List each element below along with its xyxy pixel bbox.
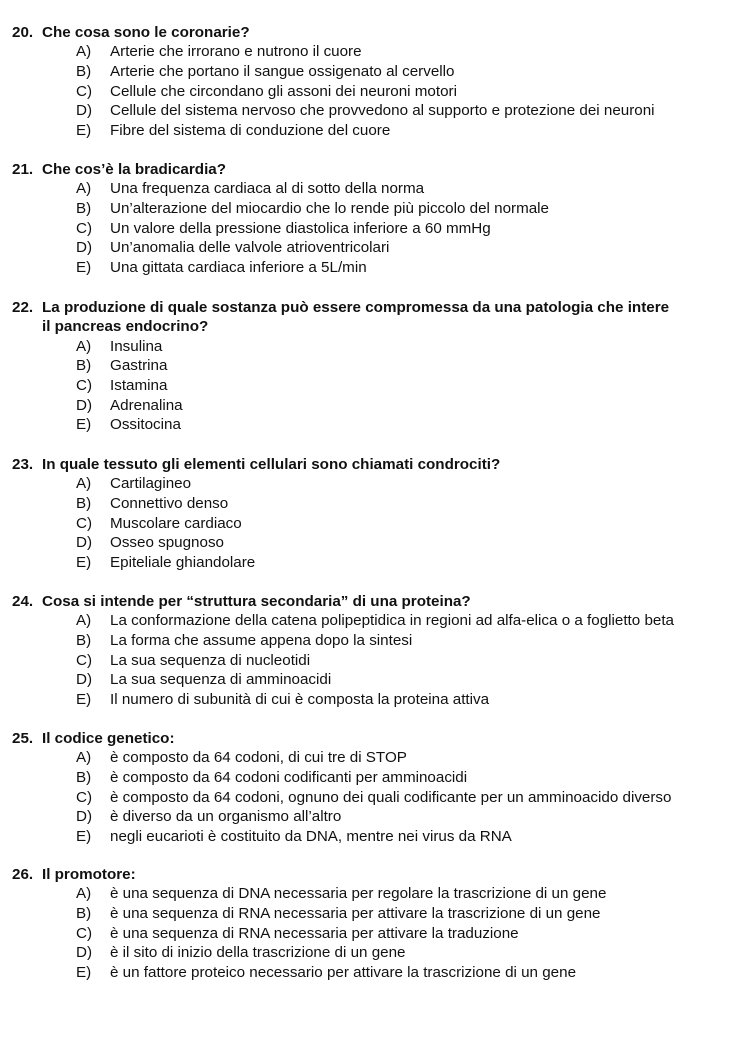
option-b bbox=[12, 631, 748, 651]
option-text: Gastrina bbox=[110, 357, 168, 375]
option-letter: C) bbox=[76, 514, 93, 532]
option-letter: B) bbox=[76, 357, 92, 375]
question-text: Il codice genetico: bbox=[42, 730, 175, 747]
option-e bbox=[12, 690, 748, 710]
question-text: Che cos’è la bradicardia? bbox=[42, 161, 227, 178]
option-b bbox=[12, 768, 748, 788]
question-text: Il promotore: bbox=[42, 866, 136, 883]
question-number: 23. bbox=[12, 456, 34, 473]
option-a bbox=[12, 474, 748, 494]
option-letter: E) bbox=[76, 416, 92, 434]
option-text: Arterie che irrorano e nutrono il cuore bbox=[110, 43, 362, 61]
question-text: In quale tessuto gli elementi cellulari sono chiamati condrociti? bbox=[42, 456, 501, 473]
option-letter: D) bbox=[76, 396, 93, 414]
question-26 bbox=[12, 865, 748, 982]
question-21 bbox=[12, 160, 748, 277]
question-heading bbox=[12, 455, 748, 474]
option-letter: D) bbox=[76, 944, 93, 962]
option-c bbox=[12, 82, 748, 102]
option-e bbox=[12, 415, 748, 435]
option-text: è composto da 64 codoni codificanti per amminoacidi bbox=[110, 769, 468, 786]
option-text: La forma che assume appena dopo la sintesi bbox=[110, 632, 413, 649]
option-text: Ossitocina bbox=[110, 416, 181, 434]
option-text: è una sequenza di RNA necessaria per attivare la trascrizione di un gene bbox=[110, 905, 601, 922]
option-letter: E) bbox=[76, 963, 92, 981]
option-b bbox=[12, 199, 748, 219]
question-23 bbox=[12, 455, 748, 572]
option-text: Connettivo denso bbox=[110, 495, 229, 512]
option-d bbox=[12, 533, 748, 553]
option-a bbox=[12, 611, 748, 631]
option-c bbox=[12, 514, 748, 534]
option-b bbox=[12, 62, 748, 82]
option-letter: D) bbox=[76, 239, 93, 257]
question-number: 21. bbox=[12, 161, 34, 178]
option-text: è il sito di inizio della trascrizione di un gene bbox=[110, 944, 406, 962]
question-number: 25. bbox=[12, 730, 34, 747]
option-c bbox=[12, 924, 748, 944]
option-c bbox=[12, 376, 748, 396]
option-text: è una sequenza di DNA necessaria per regolare la trascrizione di un gene bbox=[110, 885, 607, 903]
option-d bbox=[12, 396, 748, 416]
option-text: La sua sequenza di amminoacidi bbox=[110, 671, 332, 689]
option-letter: A) bbox=[76, 337, 92, 355]
option-letter: A) bbox=[76, 180, 92, 198]
option-list bbox=[12, 748, 748, 846]
question-heading bbox=[12, 592, 748, 611]
option-letter: B) bbox=[76, 200, 92, 217]
option-e bbox=[12, 963, 748, 983]
option-letter: C) bbox=[76, 788, 93, 806]
option-text: Insulina bbox=[110, 337, 163, 355]
question-number: 26. bbox=[12, 866, 34, 883]
option-e bbox=[12, 553, 748, 573]
option-letter: E) bbox=[76, 121, 92, 139]
option-letter: C) bbox=[76, 219, 93, 237]
option-letter: A) bbox=[76, 612, 92, 630]
option-text: Arterie che portano il sangue ossigenato al cervello bbox=[110, 63, 455, 80]
option-list bbox=[12, 179, 748, 277]
option-text: Un’anomalia delle valvole atrioventricolari bbox=[110, 239, 390, 257]
option-a bbox=[12, 42, 748, 62]
option-text: Muscolare cardiaco bbox=[110, 514, 242, 532]
option-text: Una frequenza cardiaca al di sotto della norma bbox=[110, 180, 425, 198]
question-heading bbox=[12, 729, 748, 748]
option-c bbox=[12, 219, 748, 239]
option-d bbox=[12, 238, 748, 258]
option-a bbox=[12, 884, 748, 904]
option-letter: B) bbox=[76, 495, 92, 512]
question-heading bbox=[12, 298, 748, 337]
option-list bbox=[12, 474, 748, 572]
option-text: Adrenalina bbox=[110, 396, 183, 414]
option-d bbox=[12, 807, 748, 827]
option-letter: C) bbox=[76, 924, 93, 942]
option-c bbox=[12, 651, 748, 671]
option-letter: B) bbox=[76, 632, 92, 649]
option-a bbox=[12, 337, 748, 357]
question-24 bbox=[12, 592, 748, 709]
option-e bbox=[12, 258, 748, 278]
option-letter: E) bbox=[76, 690, 92, 708]
option-letter: D) bbox=[76, 808, 93, 826]
option-list bbox=[12, 337, 748, 435]
question-number: 20. bbox=[12, 24, 34, 41]
option-e bbox=[12, 827, 748, 847]
option-letter: A) bbox=[76, 885, 92, 903]
option-letter: A) bbox=[76, 43, 92, 61]
option-text: Osseo spugnoso bbox=[110, 534, 224, 552]
option-letter: E) bbox=[76, 553, 92, 571]
option-letter: A) bbox=[76, 475, 92, 493]
option-c bbox=[12, 788, 748, 808]
question-heading bbox=[12, 865, 748, 884]
option-text: Un valore della pressione diastolica inferiore a 60 mmHg bbox=[110, 219, 491, 237]
option-letter: E) bbox=[76, 258, 92, 276]
option-letter: C) bbox=[76, 82, 93, 100]
option-letter: C) bbox=[76, 377, 93, 394]
question-20 bbox=[12, 23, 748, 140]
option-letter: C) bbox=[76, 651, 93, 669]
question-heading bbox=[12, 23, 748, 42]
option-b bbox=[12, 904, 748, 924]
option-letter: B) bbox=[76, 769, 92, 786]
option-letter: B) bbox=[76, 905, 92, 922]
option-text: è una sequenza di RNA necessaria per attivare la traduzione bbox=[110, 924, 519, 942]
option-d bbox=[12, 101, 748, 121]
question-text: La produzione di quale sostanza può essere compromessa da una patologia che intere il pancreas endocrino? bbox=[42, 299, 670, 336]
option-letter: B) bbox=[76, 63, 92, 80]
option-text: negli eucarioti è costituito da DNA, mentre nei virus da RNA bbox=[110, 827, 512, 845]
option-text: Epiteliale ghiandolare bbox=[110, 553, 256, 571]
option-letter: D) bbox=[76, 102, 93, 120]
option-list bbox=[12, 42, 748, 140]
option-e bbox=[12, 121, 748, 141]
option-text: Il numero di subunità di cui è composta la proteina attiva bbox=[110, 690, 490, 708]
option-d bbox=[12, 943, 748, 963]
option-text: Istamina bbox=[110, 377, 168, 394]
question-text: Che cosa sono le coronarie? bbox=[42, 24, 250, 41]
question-22 bbox=[12, 298, 748, 435]
question-heading bbox=[12, 160, 748, 179]
option-b bbox=[12, 494, 748, 514]
option-d bbox=[12, 670, 748, 690]
option-text: è un fattore proteico necessario per attivare la trascrizione di un gene bbox=[110, 963, 577, 981]
option-text: è composto da 64 codoni, di cui tre di STOP bbox=[110, 749, 407, 767]
option-text: Cartilagineo bbox=[110, 475, 192, 493]
option-text: è composto da 64 codoni, ognuno dei quali codificante per un amminoacido diverso bbox=[110, 788, 672, 806]
option-list bbox=[12, 611, 748, 709]
option-letter: E) bbox=[76, 827, 92, 845]
option-letter: A) bbox=[76, 749, 92, 767]
option-text: Una gittata cardiaca inferiore a 5L/min bbox=[110, 258, 367, 276]
option-text: La conformazione della catena polipeptidica in regioni ad alfa-elica o a foglietto beta bbox=[110, 612, 674, 630]
option-a bbox=[12, 748, 748, 768]
option-text: Un’alterazione del miocardio che lo rende più piccolo del normale bbox=[110, 200, 549, 217]
option-text: è diverso da un organismo all’altro bbox=[110, 808, 342, 826]
option-list bbox=[12, 884, 748, 982]
question-number: 24. bbox=[12, 593, 34, 610]
option-letter: D) bbox=[76, 534, 93, 552]
question-text: Cosa si intende per “struttura secondaria” di una proteina? bbox=[42, 593, 471, 610]
option-a bbox=[12, 179, 748, 199]
option-text: La sua sequenza di nucleotidi bbox=[110, 651, 311, 669]
option-text: Cellule del sistema nervoso che provvedono al supporto e protezione dei neuroni bbox=[110, 102, 655, 120]
question-25 bbox=[12, 729, 748, 846]
option-text: Cellule che circondano gli assoni dei neuroni motori bbox=[110, 82, 457, 100]
option-letter: D) bbox=[76, 671, 93, 689]
option-b bbox=[12, 356, 748, 376]
question-number: 22. bbox=[12, 299, 34, 316]
option-text: Fibre del sistema di conduzione del cuore bbox=[110, 121, 391, 139]
